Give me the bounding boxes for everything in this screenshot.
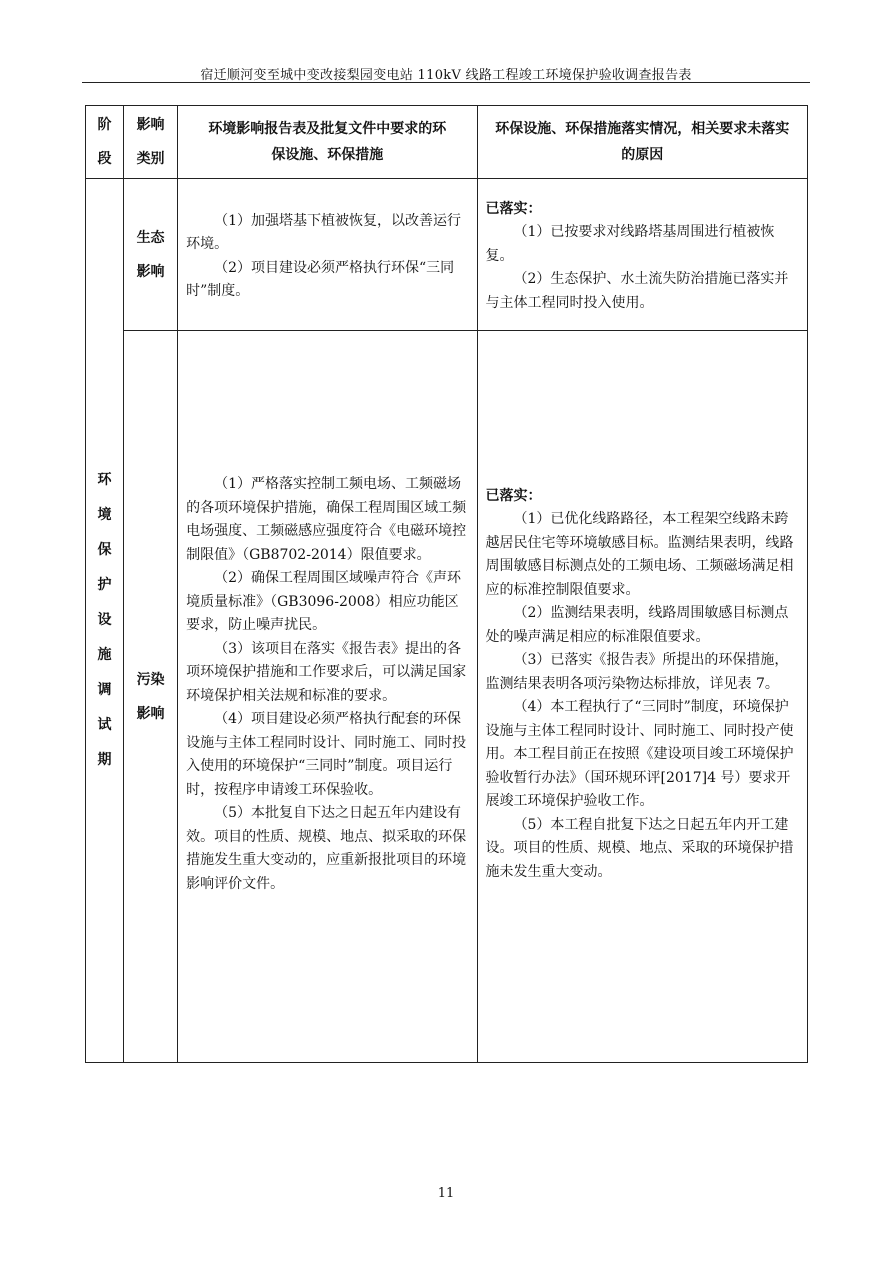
requirement-item: （1）加强塔基下植被恢复，以改善运行环境。	[186, 212, 462, 252]
column-header-requirements: 环境影响报告表及批复文件中要求的环保设施、环保措施	[178, 106, 477, 179]
header-divider	[82, 82, 810, 83]
table-row-ecological	[86, 179, 808, 331]
requirement-item: （1）严格落实控制工频电场、工频磁场的各项环境保护措施，确保工程周围区域工频电场强度、工频磁感应强度符合《电磁环境控制限值》（GB8702-2014）限值要求。	[186, 476, 467, 563]
column-header-impact-type: 影响类别	[124, 106, 178, 179]
column-header-implementation: 环保设施、环保措施落实情况，相关要求未落实的原因	[477, 106, 807, 179]
requirement-item: （4）项目建设必须严格执行配套的环保设施与主体工程同时设计、同时施工、同时投入使用的环境保护“三同时”制度。项目运行时，按程序申请竣工环保验收。	[186, 711, 467, 798]
implementation-item: （4）本工程执行了“三同时”制度，环境保护设施与主体工程同时设计、同时施工、同时投产使用。本工程目前正在按照《建设项目竣工环境保护验收暂行办法》（国环规环评[2017]4 号）要求开展竣工环境保护验收工作。	[485, 699, 794, 810]
document-header-title: 宿迁顺河变至城中变改接梨园变电站 110kV 线路工程竣工环境保护验收调查报告表	[200, 68, 692, 83]
implementation-cell-pollution	[477, 331, 807, 1063]
implementation-item: （1）已按要求对线路塔基周围进行植被恢复。	[485, 224, 775, 264]
impact-type-label: 污染影响	[136, 671, 165, 722]
requirement-item: （2）项目建设必须严格执行环保“三同时”制度。	[186, 259, 455, 299]
table-header-row	[86, 106, 808, 179]
impact-type-label: 生态影响	[136, 229, 165, 280]
stage-label: 环境保护设施调试期	[97, 472, 112, 768]
stage-cell	[86, 179, 124, 1063]
requirements-cell-pollution	[178, 331, 477, 1063]
requirement-item: （5）本批复自下达之日起五年内建设有效。项目的性质、规模、地点、拟采取的环保措施发生重大变动的，应重新报批项目的环境影响评价文件。	[186, 805, 467, 892]
acceptance-table	[85, 105, 808, 1063]
implementation-item: （3）已落实《报告表》所提出的环保措施，监测结果表明各项污染物达标排放，详见表 7。	[485, 652, 789, 692]
status-label: 已落实：	[485, 487, 542, 504]
requirements-cell-ecological	[178, 179, 477, 331]
status-label: 已落实：	[485, 200, 542, 217]
implementation-item: （1）已优化线路路径，本工程架空线路未跨越居民住宅等环境敏感目标。监测结果表明，线路周围敏感目标测点处的工频电场、工频磁场满足相应的标准控制限值要求。	[485, 511, 794, 598]
impact-type-cell-ecological	[124, 179, 178, 331]
implementation-cell-ecological	[477, 179, 807, 331]
table-row-pollution	[86, 331, 808, 1063]
implementation-item: （2）生态保护、水土流失防治措施已落实并与主体工程同时投入使用。	[485, 271, 789, 311]
page-number: 11	[437, 1186, 455, 1201]
requirement-item: （2）确保工程周围区域噪声符合《声环境质量标准》（GB3096-2008）相应功能区要求，防止噪声扰民。	[186, 570, 462, 633]
implementation-item: （2）监测结果表明，线路周围敏感目标测点处的噪声满足相应的标准限值要求。	[485, 605, 789, 645]
implementation-item: （5）本工程自批复下达之日起五年内开工建设。项目的性质、规模、地点、采取的环境保护措施未发生重大变动。	[485, 816, 794, 880]
impact-type-cell-pollution	[124, 331, 178, 1063]
column-header-stage: 阶段	[86, 106, 124, 179]
requirement-item: （3）该项目在落实《报告表》提出的各项环境保护措施和工作要求后，可以满足国家环境保护相关法规和标准的要求。	[186, 640, 467, 704]
